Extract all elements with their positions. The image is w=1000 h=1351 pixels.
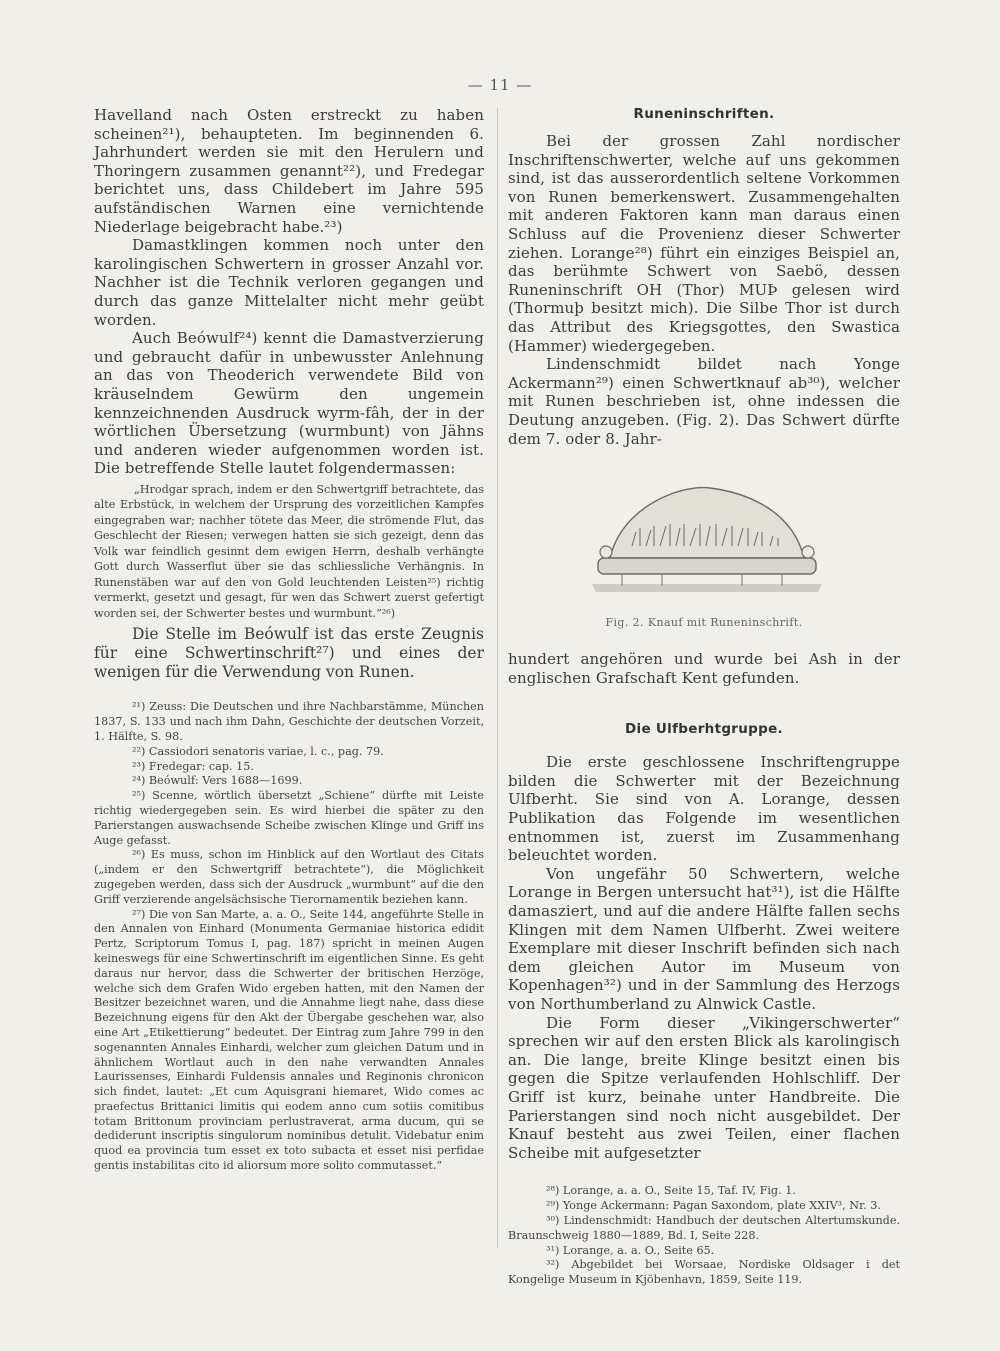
pommel-illustration xyxy=(592,466,822,608)
column-divider xyxy=(497,108,498,1248)
footnote: ³²) Abgebildet bei Worsaae, Nordiske Oldsager i det Kongelige Museum in Kjöbenhavn, 1859, Seite 119. xyxy=(508,1258,900,1287)
body-paragraph: hundert angehören und wurde bei Ash in der englischen Grafschaft Kent gefunden. xyxy=(508,650,900,687)
body-paragraph: Lindenschmidt bildet nach Yonge Ackermann²⁹) einen Schwertknauf ab³⁰), welcher mit Runen beschrieben ist, ohne indessen die Deutung anzugeben. (Fig. 2). Das Schwert dürfte dem 7. oder 8. Jahr- xyxy=(508,355,900,448)
footnote: ²⁶) Es muss, schon im Hinblick auf den Wortlaut des Citats („indem er den Schwertgriff betrachtete“), die Möglichkeit zugegeben werden, dass sich der Ausdruck „wurmbunt“ auf die den Griff verzierende angelsächsische Tierornamentik beziehen kann. xyxy=(94,848,484,906)
footnote: ²⁸) Lorange, a. a. O., Seite 15, Taf. IV, Fig. 1. xyxy=(546,1184,796,1198)
body-paragraph: Die Form dieser „Vikingerschwerter“ sprechen wir auf den ersten Blick als karolingisch an. Die lange, breite Klinge besitzt einen bis gegen die Spitze verlaufenden Hohlschliff. Der Griff ist kurz, beinahe unter Handbreite. Die Parierstangen sind noch nicht ausgebildet. Der Knauf besteht aus zwei Teilen, einer flachen Scheibe mit aufgesetzter xyxy=(508,1013,900,1162)
right-column xyxy=(508,106,900,1288)
body-paragraph: Von ungefähr 50 Schwertern, welche Lorange in Bergen untersucht hat³¹), ist die Hälfte damasziert, und auf die andere Hälfte fallen sechs Klingen mit dem Namen Ulfberht. Zwei weitere Exemplare mit dieser Inschrift befinden sich nach dem gleichen Autor im Museum von Kopenhagen³²) und in der Sammlung des Herzogs von Northumberland zu Alnwick Castle. xyxy=(508,864,900,1013)
body-paragraph: Damastklingen kommen noch unter den karolingischen Schwertern in grosser Anzahl vor. Nachher ist die Technik verloren gegangen und durch das ganze Mittelalter nicht mehr geübt worden. xyxy=(94,236,484,329)
body-paragraph: Havelland nach Osten erstreckt zu haben scheinen²¹), behaupteten. Im beginnenden 6. Jahrhundert werden sie mit den Herulern und Thoringern zusammen genannt²²), und Fredegar berichtet uns, dass Childebert im Jahre 595 aufständischen Warnen eine vernichtende Niederlage beigebracht habe.²³) xyxy=(94,106,484,236)
footnote: ²⁷) Die von San Marte, a. a. O., Seite 144, angeführte Stelle in den Annalen von Einhard (Monumenta Germaniae historica edidit Pertz, Scriptorum Tomus I, pag. 187) spricht in meinen Augen keineswegs für eine Schwertinschrift im eigentlichen Sinne. Es geht daraus nur hervor, dass die Schwerter der britischen Herzöge, welche sich dem Grafen Wido ergeben hatten, mit den Namen der Besitzer bezeichnet waren, und die Annahme liegt nahe, dass diese Bezeichnung eigens für den Akt der Übergabe geschehen war, also eine Art „Etikettierung“ bedeutet. Der Eintrag zum Jahre 799 in den sogenannten Annales Einhardi, welcher zum gleichen Datum und in ähnlichem Wortlaut auch in den nahe verwandten Annales Laurissenses, Einhardi Fuldensis annales und Reginonis chronicon sich findet, lautet: „Et cum Aquisgrani hiemaret, Wido comes ac praefectus Brittanici limitis qui eodem anno cum sotiis comitibus totam Brittonum provinciam perlustraverat, arma ducum, qui se dediderunt inscriptis singulorum nominibus detulit. Videbatur enim quod ea provincia tum esset ex toto subacta et esset nisi perfidae gentis instabilitas cito id aliorsum more solito commutasset.“ xyxy=(94,907,484,1173)
block-quote: „Hrodgar sprach, indem er den Schwertgriff betrachtete, das alte Erbstück, in welchem der Ursprung des vorzeitlichen Kampfes eingegraben war; nachher tötete das Meer, die strömende Flut, das Geschlecht der Riesen; verwegen hatten sie sich gezeigt, denn das Volk war feindlich gesinnt dem ewigen Herrn, deshalb verhängte Gott durch Wasserflut über sie das schliessliche Verhängnis. In Runenstäben war auf den von Gold leuchtenden Leisten²⁵) richtig vermerkt, gesetzt und gesagt, für wen das Schwert zuerst gefertigt worden sei, der Schwerter bestes und wurmbunt.“²⁶) xyxy=(94,482,484,620)
left-column xyxy=(94,106,484,1174)
footnote: ³⁰) Lindenschmidt: Handbuch der deutschen Altertumskunde. Braunschweig 1880—1889, Bd. I, Seite 228. xyxy=(508,1213,900,1242)
footnote: ²⁹) Yonge Ackermann: Pagan Saxondom, plate XXIV³, Nr. 3. xyxy=(546,1199,881,1213)
footnote: ²⁴) Beówulf: Vers 1688—1699. xyxy=(132,774,303,788)
footnotes-right xyxy=(508,1184,900,1288)
body-paragraph: Bei der grossen Zahl nordischer Inschriftenschwerter, welche auf uns gekommen sind, ist das ausserordentlich seltene Vorkommen von Runen bemerkenswert. Zusammengehalten mit anderen Faktoren kann man daraus einen Schluss auf die Provenienz dieser Schwerter ziehen. Lorange²⁸) führt ein einziges Beispiel an, das berühmte Schwert von Saebö, dessen Runeninschrift OH (Thor) MUÞ gelesen wird (Thormuþ besitzt mich). Die Silbe Thor ist durch das Attribut des Kriegsgottes, den Swastica (Hammer) wiedergegeben. xyxy=(508,132,900,355)
page-number: — 11 — xyxy=(467,76,533,94)
section-heading: Die Ulfberhtgruppe. xyxy=(625,721,783,738)
body-paragraph: Die erste geschlossene Inschriftengruppe bilden die Schwerter mit der Bezeichnung Ulfberht. Sie sind von A. Lorange, dessen Publikation das Folgende im wesentlichen entnommen ist, zuerst im Zusammenhang beleuchtet worden. xyxy=(508,753,900,865)
section-heading: Runeninschriften. xyxy=(633,106,775,122)
footnotes-left xyxy=(94,700,484,1174)
footnote: ³¹) Lorange, a. a. O., Seite 65. xyxy=(546,1243,715,1257)
closing-paragraph: Die Stelle im Beówulf ist das erste Zeugnis für eine Schwertinschrift²⁷) und eines der wenigen für die Verwendung von Runen. xyxy=(94,625,484,682)
footnote: ²⁵) Scenne, wörtlich übersetzt „Schiene“ dürfte mit Leiste richtig wiedergegeben sein. Es wird hierbei die später zu den Parierstangen auswachsende Scheibe zwischen Klinge und Griff ins Auge gefasst. xyxy=(94,789,484,847)
footnote: ²¹) Zeuss: Die Deutschen und ihre Nachbarstämme, München 1837, S. 133 und nach ihm Dahn, Geschichte der deutschen Vorzeit, 1. Hälfte, S. 98. xyxy=(94,700,484,743)
figure-caption: Fig. 2. Knauf mit Runeninschrift. xyxy=(605,616,803,630)
figure-pommel xyxy=(508,466,900,634)
footnote: ²³) Fredegar: cap. 15. xyxy=(132,759,254,773)
body-paragraph: Auch Beówulf²⁴) kennt die Damastverzierung und gebraucht dafür in unbewusster Anlehnung an das von Theoderich verwendete Bild von kräuselndem Gewürm den ungemein kennzeichnenden Ausdruck wyrm-fâh, der in der wörtlichen Übersetzung (wurmbunt) von Jähns und anderen wieder aufgenommen worden ist. Die betreffende Stelle lautet folgendermassen: xyxy=(94,329,484,478)
footnote: ²²) Cassiodori senatoris variae, l. c., pag. 79. xyxy=(132,744,384,758)
